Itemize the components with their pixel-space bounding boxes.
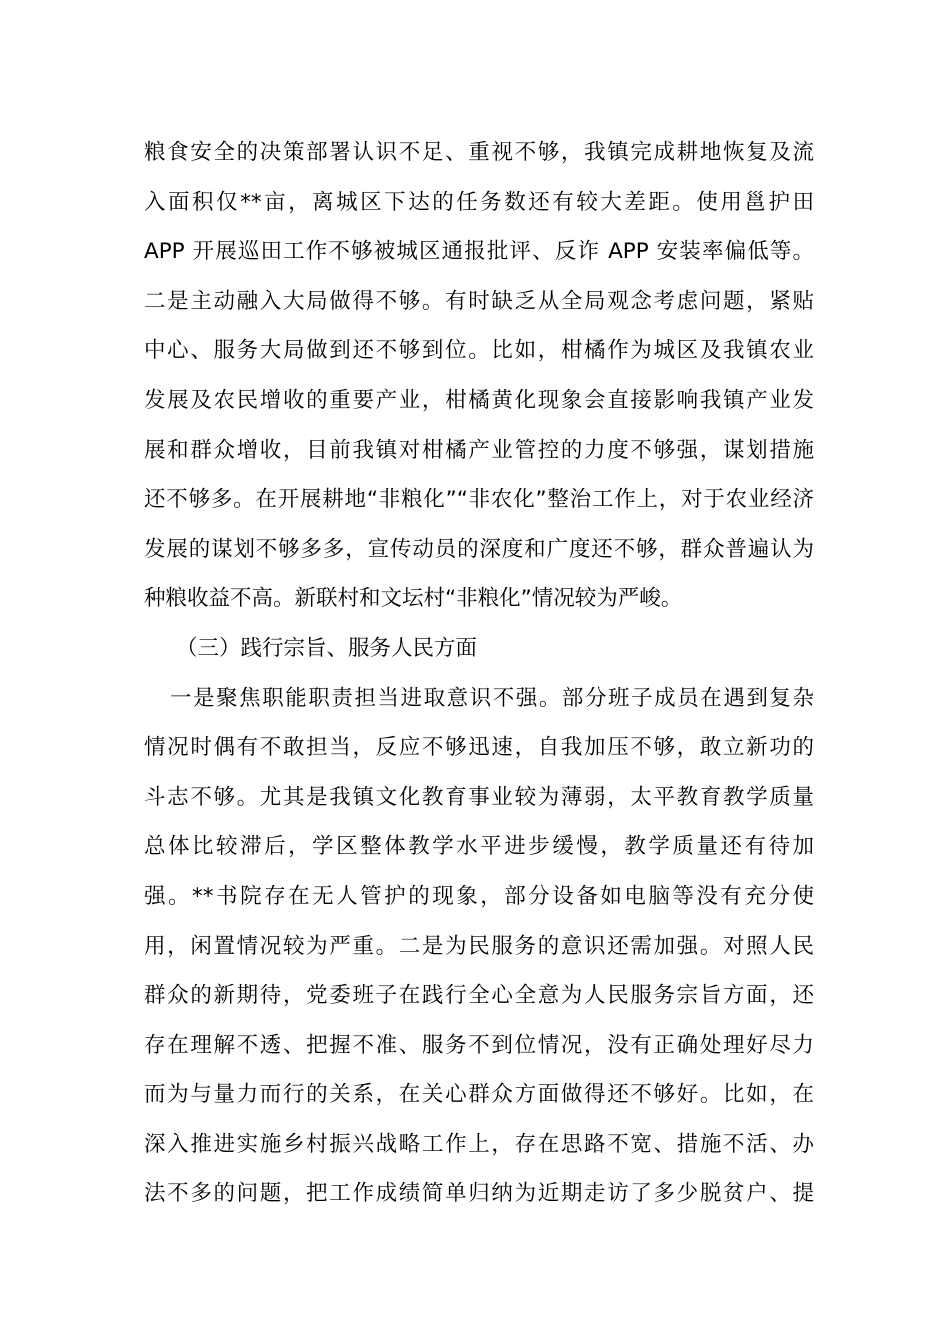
paragraph-first-line: 一是聚焦职能职责担当进取意识不强。部分班子成员在遇到复杂 [170,685,814,711]
section-heading: （三）践行宗旨、服务人民方面 [176,635,478,661]
text-line: 用，闲置情况较为严重。二是为民服务的意识还需加强。对照人民 [144,933,814,959]
text-line: 群众的新期待，党委班子在践行全心全意为人民服务宗旨方面，还 [144,983,814,1009]
text-line: 发展的谋划不够多多，宣传动员的深度和广度还不够，群众普遍认为 [144,536,814,562]
text-line: 斗志不够。尤其是我镇文化教育事业较为薄弱，太平教育教学质量 [144,784,814,810]
text-line: 粮食安全的决策部署认识不足、重视不够，我镇完成耕地恢复及流 [144,140,814,165]
text-line: 发展及农民增收的重要产业，柑橘黄化现象会直接影响我镇产业发 [144,387,814,413]
text-line: 情况时偶有不敢担当，反应不够迅速，自我加压不够，敢立新功的 [144,735,814,761]
text-line: 中心、服务大局做到还不够到位。比如，柑橘作为城区及我镇农业 [144,338,814,364]
text-line: 强。**书院存在无人管护的现象，部分设备如电脑等没有充分使 [144,883,814,909]
paragraph-end-line: 种粮收益不高。新联村和文坛村“非粮化”情况较为严峻。 [144,586,683,612]
text-line: 深入推进实施乡村振兴战略工作上，存在思路不宽、措施不活、办 [144,1131,814,1157]
text-line: 总体比较滞后，学区整体教学水平进步缓慢，教学质量还有待加 [144,834,814,860]
body-text [144,128,814,1219]
text-line: 法不多的问题，把工作成绩简单归纳为近期走访了多少脱贫户、提 [144,1181,814,1207]
text-line: 还不够多。在开展耕地“非粮化”“非农化”整治工作上，对于农业经济 [144,487,814,513]
text-line: 而为与量力而行的关系，在关心群众方面做得还不够好。比如，在 [144,1082,814,1108]
text-line: APP 开展巡田工作不够被城区通报批评、反诈 APP 安装率偏低等。 [144,239,814,265]
text-line: 入面积仅**亩，离城区下达的任务数还有较大差距。使用邕护田 [144,189,814,215]
text-line: 二是主动融入大局做得不够。有时缺乏从全局观念考虑问题，紧贴 [144,288,814,314]
text-line: 展和群众增收，目前我镇对柑橘产业管控的力度不够强，谋划措施 [144,437,814,463]
text-line: 存在理解不透、把握不准、服务不到位情况，没有正确处理好尽力 [144,1032,814,1058]
